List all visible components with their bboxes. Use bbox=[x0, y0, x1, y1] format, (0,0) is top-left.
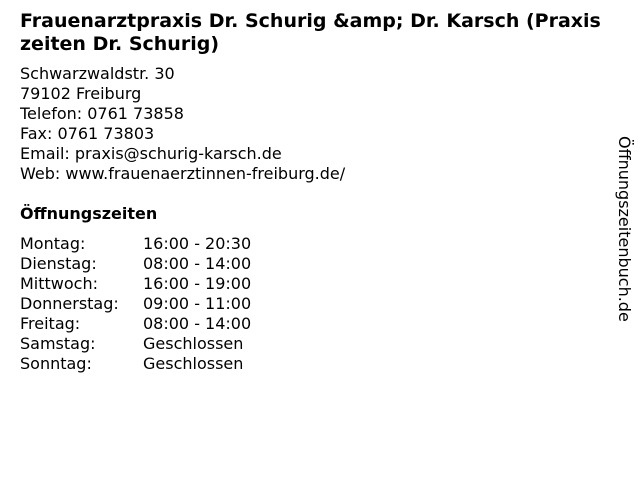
hours-row-sunday bbox=[20, 354, 251, 374]
email-line: Email: praxis@schurig-karsch.de bbox=[20, 144, 282, 163]
site-watermark: Öffnungszeitenbuch.de bbox=[615, 136, 634, 322]
fax-line: Fax: 0761 73803 bbox=[20, 124, 155, 143]
hours-row-monday bbox=[20, 234, 251, 254]
street-address: Schwarzwaldstr. 30 bbox=[20, 64, 175, 83]
time-value: Geschlossen bbox=[143, 354, 244, 373]
phone-line: Telefon: 0761 73858 bbox=[20, 104, 184, 123]
contact-block bbox=[20, 64, 345, 184]
day-label: Sonntag: bbox=[20, 354, 92, 373]
practice-title: Frauenarztpraxis Dr. Schurig &amp; Dr. Karsch (Praxiszeiten Dr. Schurig) bbox=[20, 10, 601, 55]
opening-hours-table bbox=[20, 234, 251, 374]
hours-row-saturday bbox=[20, 334, 251, 354]
time-value: 09:00 - 11:00 bbox=[143, 294, 252, 313]
opening-hours-heading: Öffnungszeiten bbox=[20, 204, 158, 223]
city-line: 79102 Freiburg bbox=[20, 84, 142, 103]
day-label: Mittwoch: bbox=[20, 274, 98, 293]
day-label: Montag: bbox=[20, 234, 86, 253]
time-value: 16:00 - 20:30 bbox=[143, 234, 252, 253]
day-label: Freitag: bbox=[20, 314, 81, 333]
web-line: Web: www.frauenaerztinnen-freiburg.de/ bbox=[20, 164, 346, 183]
hours-row-thursday bbox=[20, 294, 251, 314]
day-label: Samstag: bbox=[20, 334, 96, 353]
hours-row-wednesday bbox=[20, 274, 251, 294]
time-value: 16:00 - 19:00 bbox=[143, 274, 252, 293]
hours-row-tuesday bbox=[20, 254, 251, 274]
time-value: 08:00 - 14:00 bbox=[143, 254, 252, 273]
hours-row-friday bbox=[20, 314, 251, 334]
day-label: Donnerstag: bbox=[20, 294, 119, 313]
time-value: Geschlossen bbox=[143, 334, 244, 353]
day-label: Dienstag: bbox=[20, 254, 97, 273]
time-value: 08:00 - 14:00 bbox=[143, 314, 252, 333]
